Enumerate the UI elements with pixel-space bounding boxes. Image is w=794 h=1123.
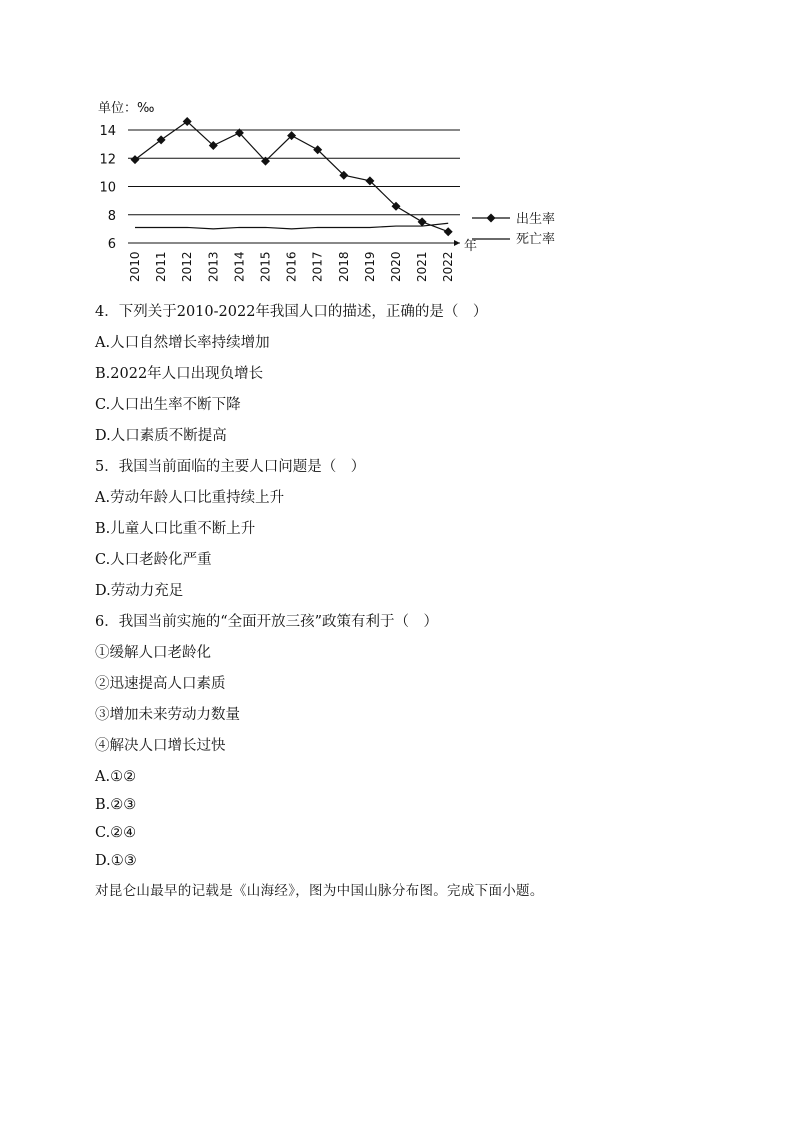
x-axis-arrow bbox=[454, 240, 460, 246]
y-tick-label: 12 bbox=[99, 152, 116, 168]
question-4-option-a: A.人口自然增长率持续增加 bbox=[95, 335, 270, 351]
legend-death-rate: 死亡率 bbox=[516, 232, 556, 247]
birth-rate-point bbox=[131, 155, 140, 164]
birth-rate-point bbox=[444, 227, 453, 236]
x-tick-label: 2012 bbox=[180, 251, 195, 282]
legend bbox=[472, 211, 555, 247]
x-tick-label: 2021 bbox=[415, 251, 430, 282]
y-tick-label: 14 bbox=[99, 124, 116, 139]
y-tick-label: 8 bbox=[107, 208, 116, 224]
question-6-statement-4: ④解决人口增长过快 bbox=[95, 738, 226, 754]
x-tick-label: 2016 bbox=[284, 251, 299, 282]
question-6-option-b: B.②③ bbox=[95, 797, 137, 813]
birth-rate-point bbox=[418, 217, 427, 226]
x-tick-label: 2017 bbox=[310, 251, 325, 282]
x-tick-label: 2014 bbox=[232, 251, 247, 282]
question-4-option-d: D.人口素质不断提高 bbox=[95, 428, 227, 444]
death-rate-line bbox=[135, 223, 448, 229]
question-5-option-b: B.儿童人口比重不断上升 bbox=[95, 521, 256, 537]
question-4-option-b: B.2022年人口出现负增长 bbox=[95, 366, 264, 382]
legend-birth-rate: 出生率 bbox=[516, 212, 556, 227]
question-5-stem: 5．我国当前面临的主要人口问题是（ ） bbox=[95, 459, 366, 475]
question-6-option-a: A.①② bbox=[95, 769, 137, 785]
question-5-option-c: C.人口老龄化严重 bbox=[95, 552, 212, 568]
x-tick-label: 2011 bbox=[154, 251, 169, 282]
x-tick-label: 2020 bbox=[389, 251, 403, 282]
y-tick-label: 6 bbox=[107, 237, 116, 252]
question-6-statement-2: ②迅速提高人口素质 bbox=[95, 676, 226, 692]
x-axis-year-label: 年 bbox=[464, 239, 478, 254]
x-tick-label: 2022 bbox=[441, 251, 456, 282]
x-tick-label: 2010 bbox=[128, 251, 142, 282]
x-tick-label: 2018 bbox=[336, 251, 351, 282]
x-tick-label: 2015 bbox=[258, 251, 273, 282]
x-tick-label: 2019 bbox=[362, 251, 377, 282]
question-5-option-d: D.劳动力充足 bbox=[95, 583, 184, 599]
birth-rate-point bbox=[157, 135, 166, 144]
question-6-statement-1: ①缓解人口老龄化 bbox=[95, 645, 211, 661]
question-4-option-c: C.人口出生率不断下降 bbox=[95, 397, 241, 413]
unit-label: 单位：‰ bbox=[98, 101, 155, 116]
x-tick-label: 2013 bbox=[206, 251, 221, 282]
question-6-statement-3: ③增加未来劳动力数量 bbox=[95, 707, 240, 723]
question-5-option-a: A.劳动年龄人口比重持续上升 bbox=[95, 490, 285, 506]
question-6-option-c: C.②④ bbox=[95, 825, 137, 841]
question-6-option-d: D.①③ bbox=[95, 853, 137, 869]
question-6-stem: 6．我国当前实施的“全面开放三孩”政策有利于（ ） bbox=[95, 614, 439, 630]
next-section-intro: 对昆仑山最早的记载是《山海经》，图为中国山脉分布图。完成下面小题。 bbox=[95, 883, 544, 899]
question-4-stem: 4．下列关于2010-2022年我国人口的描述，正确的是（ ） bbox=[95, 304, 488, 320]
population-rate-chart bbox=[90, 92, 610, 292]
y-tick-label: 10 bbox=[99, 180, 116, 196]
